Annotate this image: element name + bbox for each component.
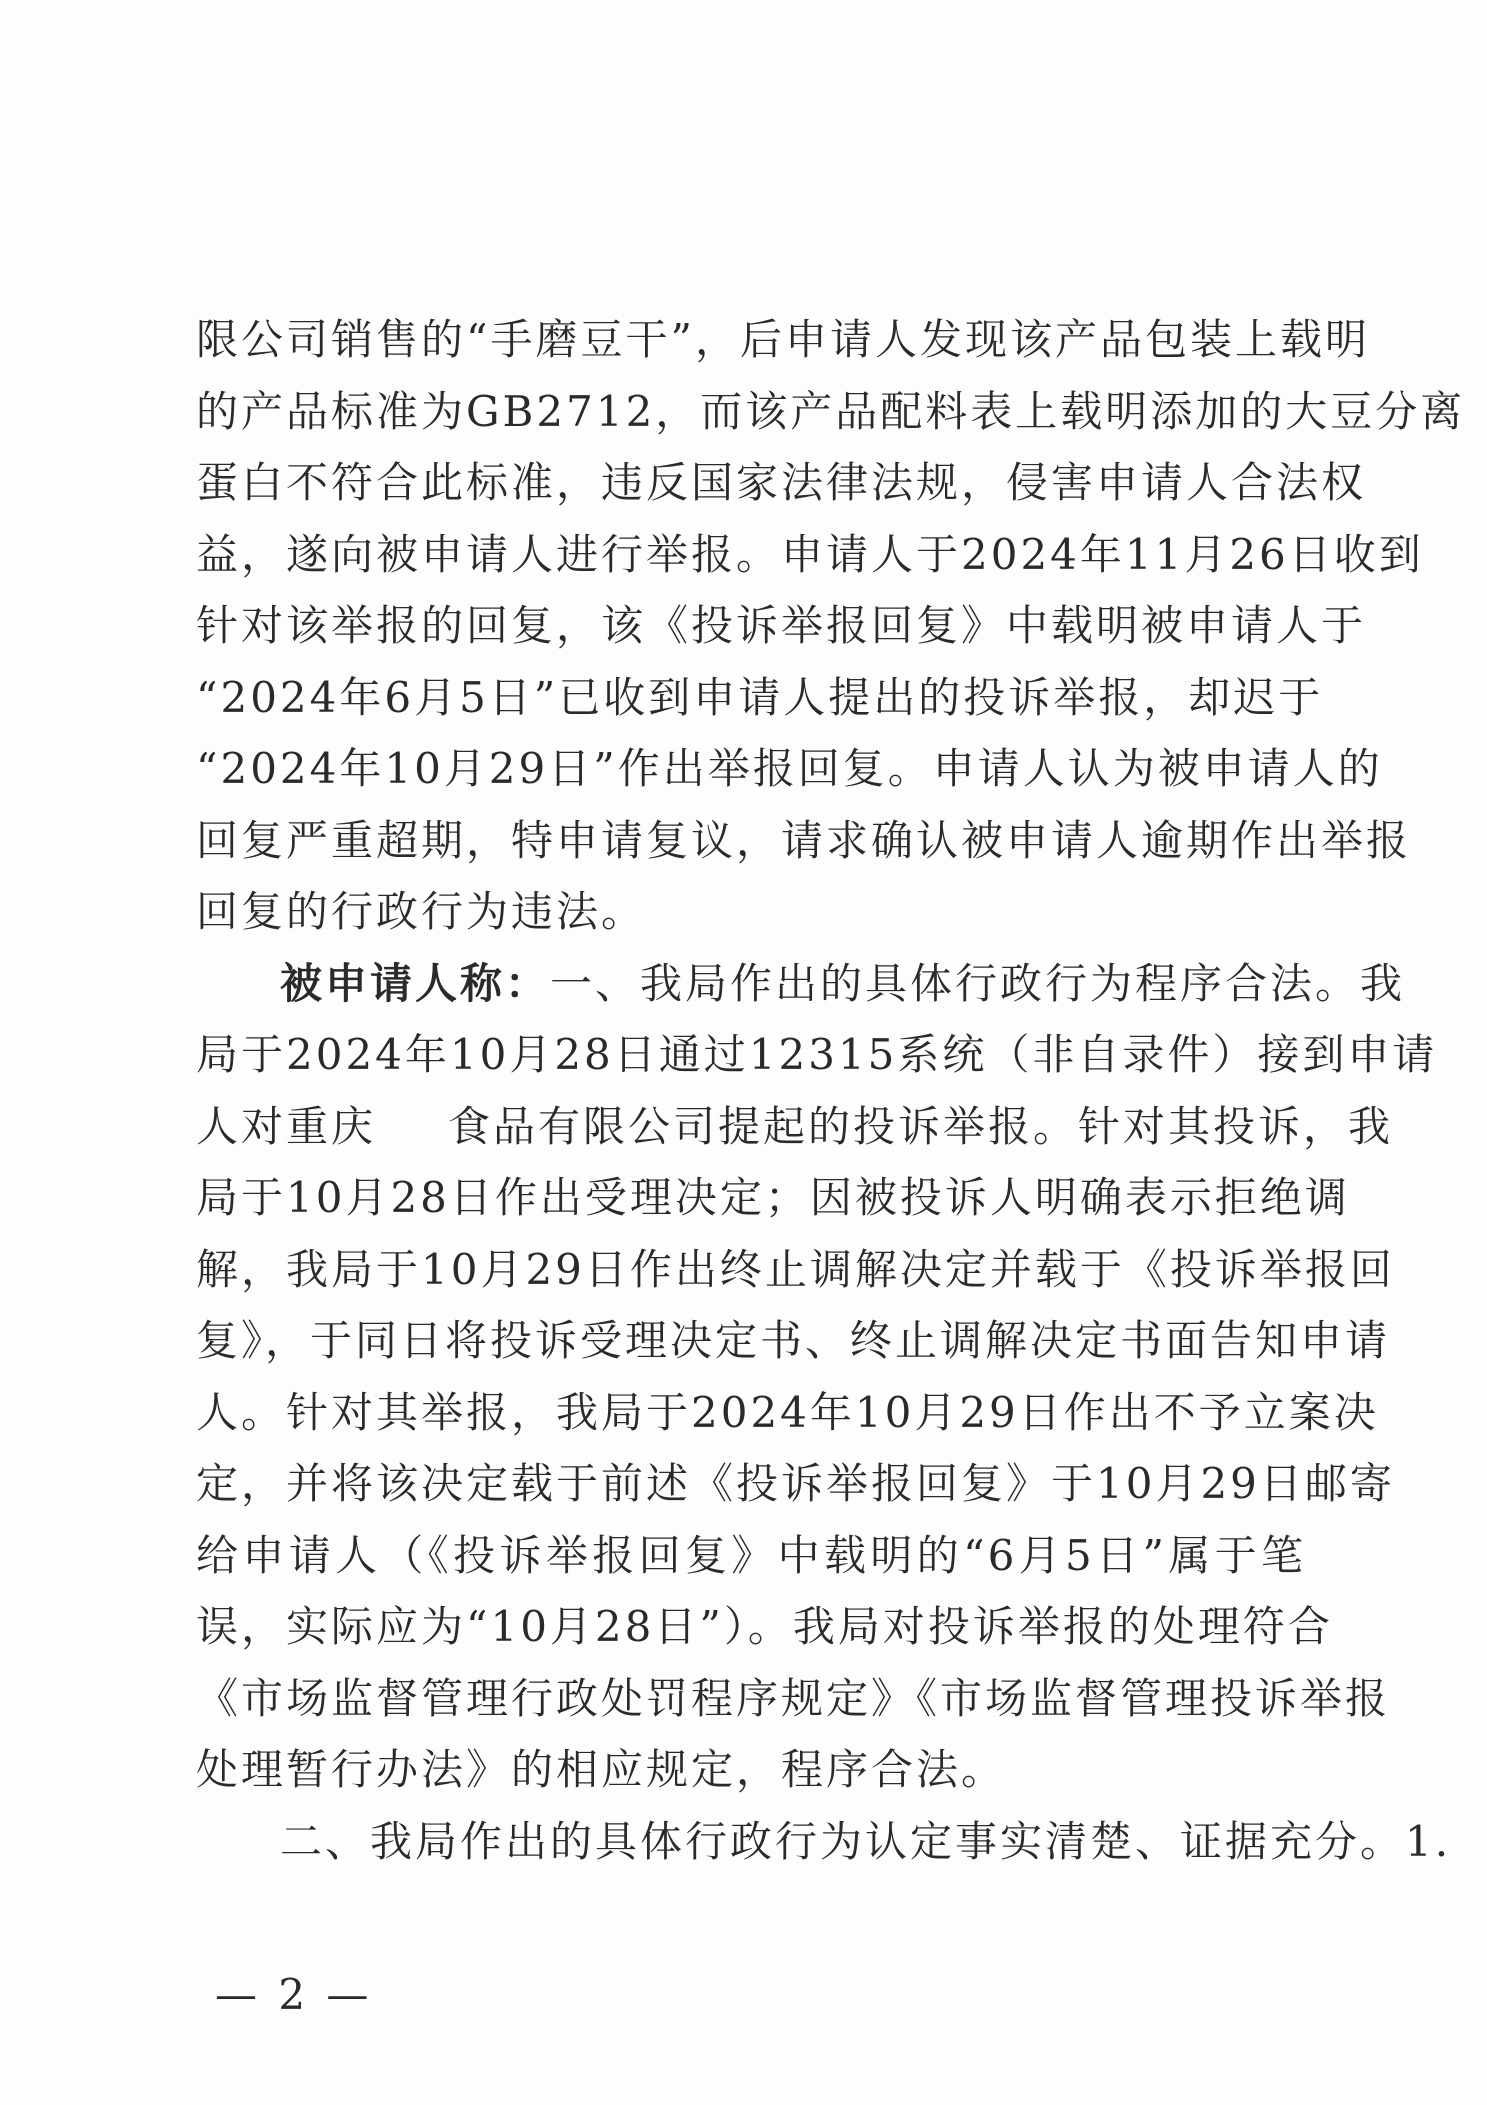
text-segment: 一、我局作出的具体行政行为程序合法。我 [550, 958, 1406, 1008]
text-line: “2024年6月5日”已收到申请人提出的投诉举报，却迟于 [196, 672, 1324, 722]
text-line: 局于2024年10月28日通过12315系统（非自录件）接到申请 [196, 1030, 1438, 1079]
text-line: 回复的行政行为违法。 [196, 887, 647, 936]
text-line: 处理暂行办法》的相应规定，程序合法。 [196, 1745, 1007, 1794]
text-line: 益，遂向被申请人进行举报。申请人于2024年11月26日收到 [196, 529, 1424, 579]
respondent-statement-lead: 被申请人称： [280, 958, 551, 1008]
text-line: 局于10月28日作出受理决定；因被投诉人明确表示拒绝调 [196, 1173, 1350, 1222]
paragraph-start-line [196, 948, 1406, 1020]
text-line: 蛋白不符合此标准，违反国家法律法规，侵害申请人合法权 [196, 458, 1367, 507]
text-line: 解，我局于10月29日作出终止调解决定并载于《投诉举报回 [196, 1244, 1395, 1294]
paragraph-start-line: 二、我局作出的具体行政行为认定事实清楚、证据充分。1. [280, 1816, 1452, 1866]
text-line: 给申请人（《投诉举报回复》中载明的“6月5日”属于笔 [196, 1530, 1306, 1580]
text-line: 针对该举报的回复，该《投诉举报回复》中载明被申请人于 [196, 601, 1367, 650]
text-segment: 人对重庆 [196, 1101, 377, 1151]
page-number: — 2 — [215, 1970, 373, 2019]
text-line: 《市场监督管理行政处罚程序规定》《市场监督管理投诉举报 [196, 1673, 1391, 1723]
text-segment: 食品有限公司提起的投诉举报。针对其投诉，我 [448, 1101, 1394, 1151]
text-line: 回复严重超期，特申请复议，请求确认被申请人逾期作出举报 [196, 815, 1412, 865]
document-body [196, 304, 1466, 1877]
text-line: 复》，于同日将投诉受理决定书、终止调解决定书面告知申请 [196, 1316, 1391, 1365]
text-line: 人。针对其举报，我局于2024年10月29日作出不予立案决 [196, 1387, 1379, 1437]
text-line: 定，并将该决定载于前述《投诉举报回复》于10月29日邮寄 [196, 1459, 1395, 1508]
text-line: “2024年10月29日”作出举报回复。申请人认为被申请人的 [196, 744, 1383, 793]
text-line: 的产品标准为GB2712，而该产品配料表上载明添加的大豆分离 [196, 386, 1466, 436]
text-line: 限公司销售的“手磨豆干”，后申请人发现该产品包装上载明 [196, 315, 1370, 364]
text-line [196, 1091, 1394, 1163]
text-line: 误，实际应为“10月28日”）。我局对投诉举报的处理符合 [196, 1602, 1333, 1651]
